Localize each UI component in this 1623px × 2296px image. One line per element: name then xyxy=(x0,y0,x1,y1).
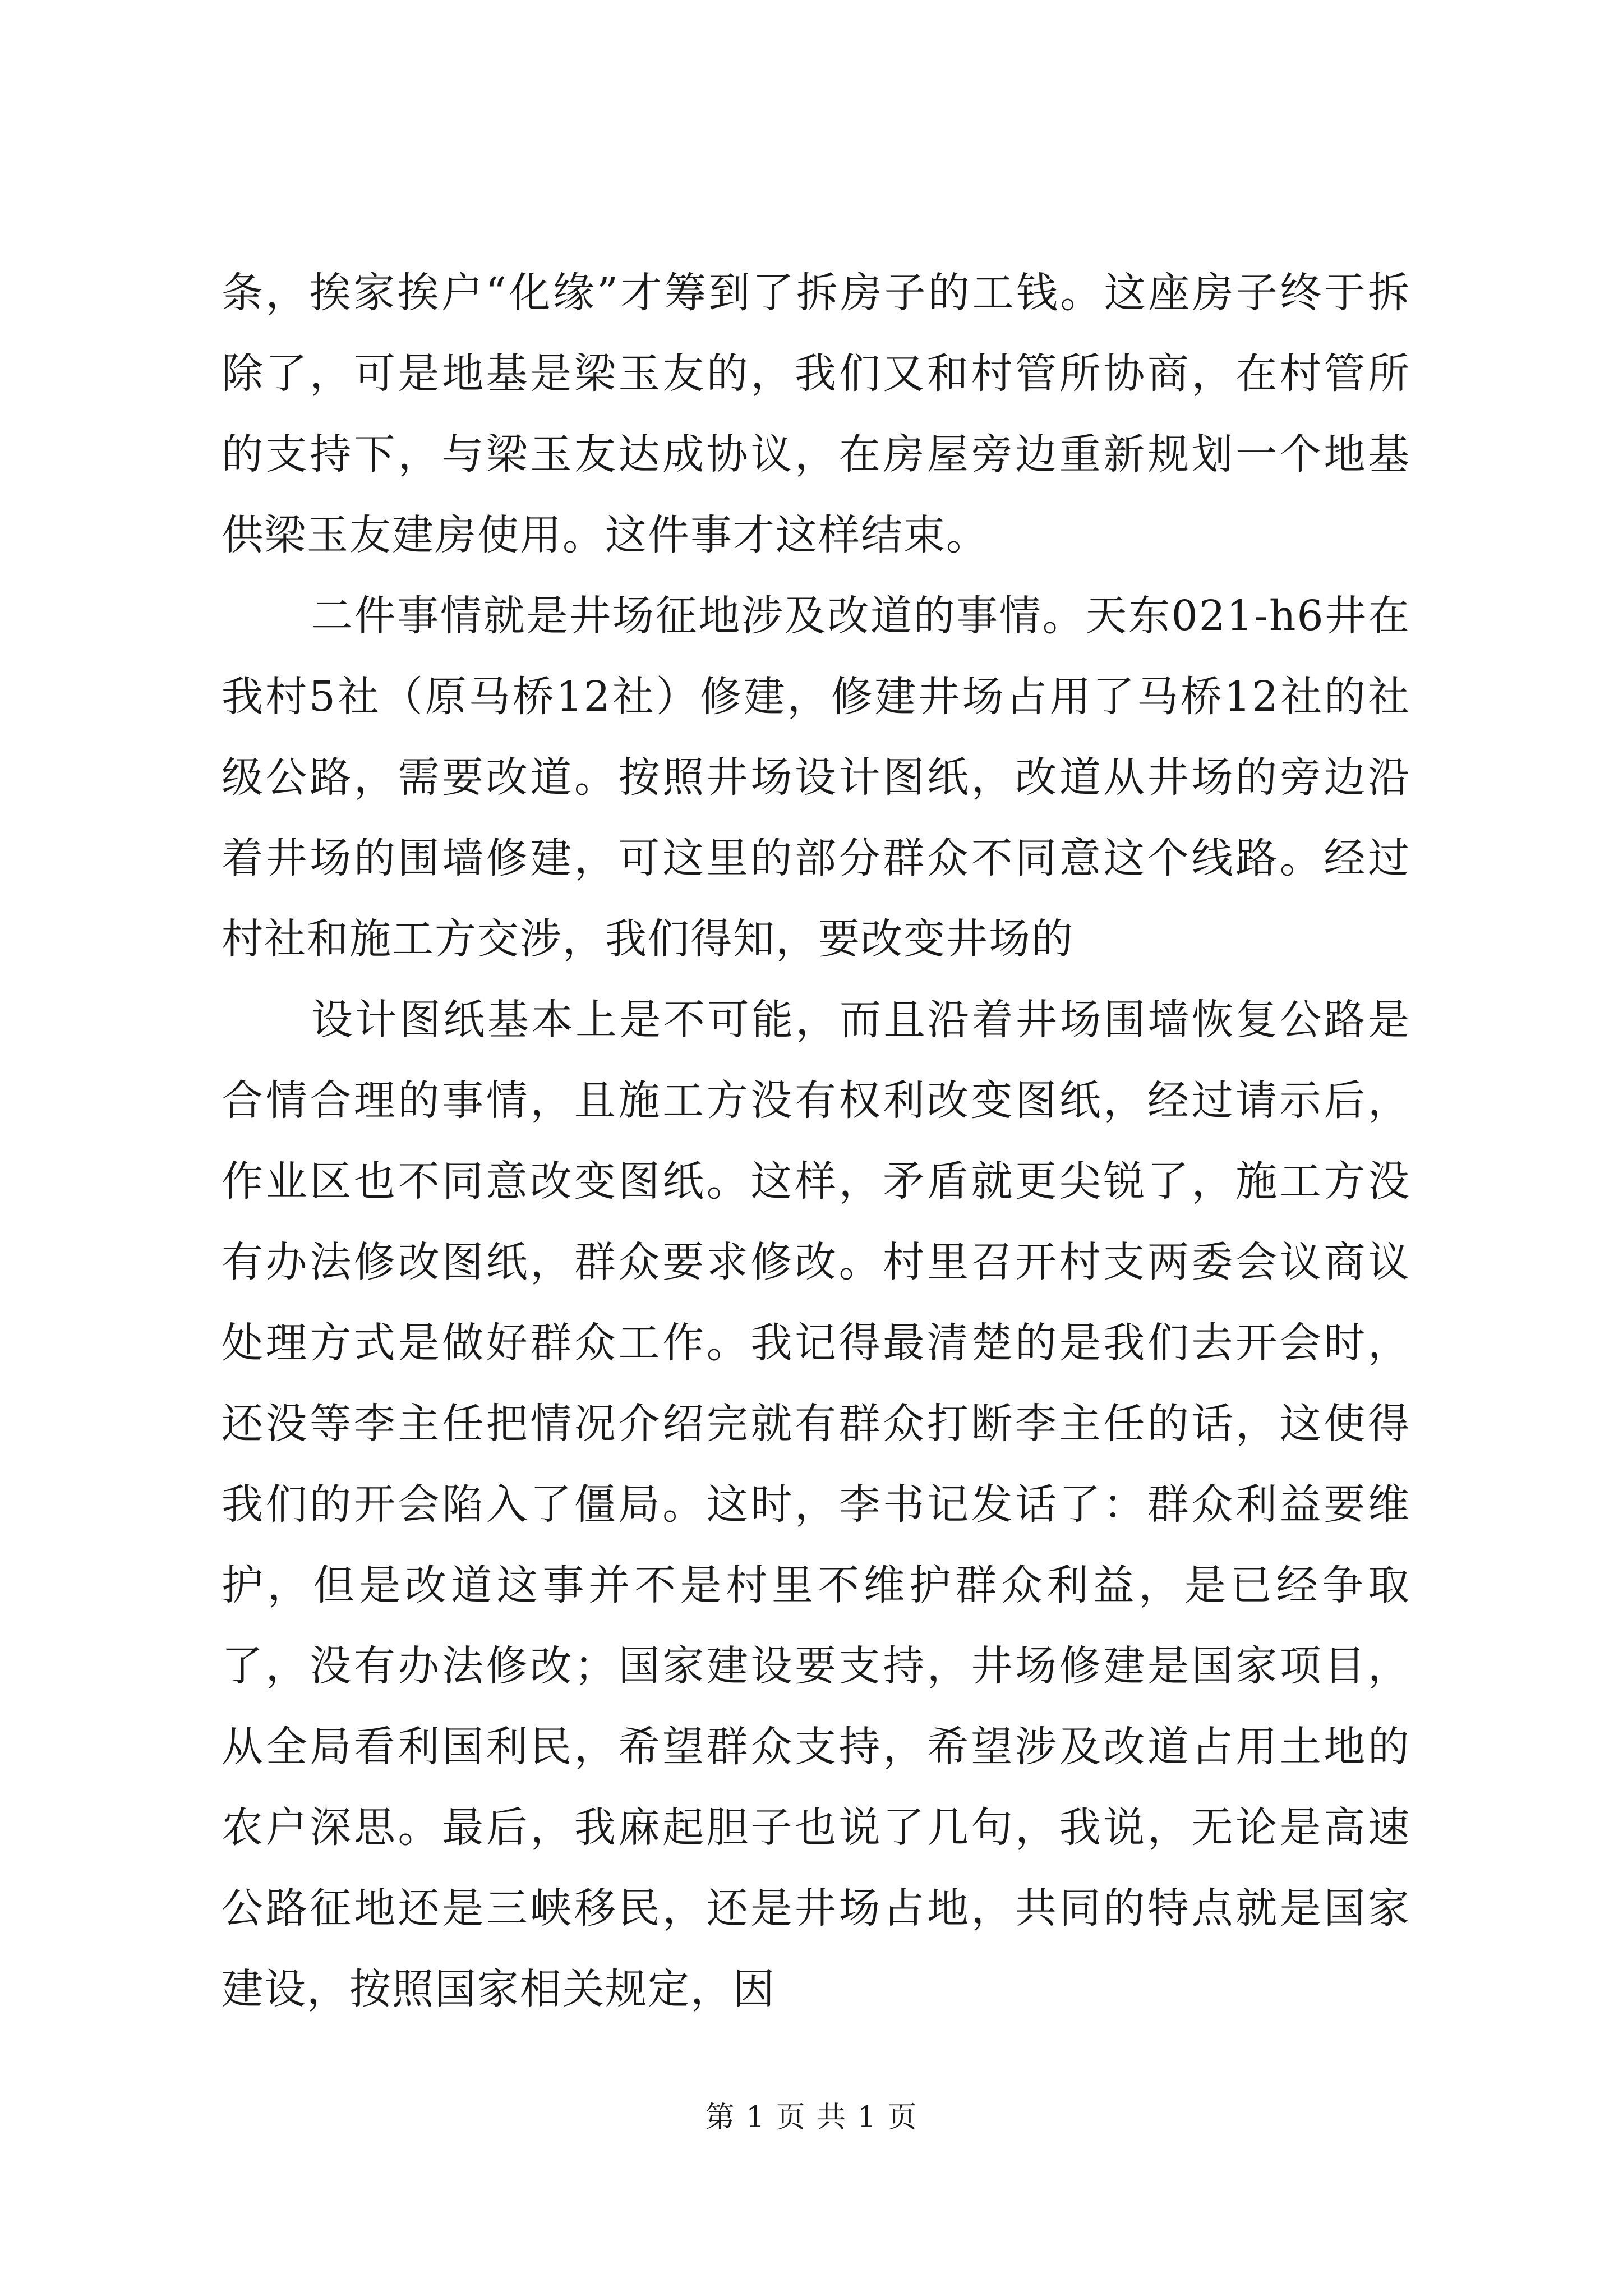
page-footer: 第 1 页 共 1 页 xyxy=(705,2101,918,2134)
paragraph-continuation: 条，挨家挨户“化缘”才筹到了拆房子的工钱。这座房子终于拆除了，可是地基是梁玉友的，我们又和村管所协商，在村管所的支持下，与梁玉友达成协议，在房屋旁边重新规划一个地基供梁玉友建房使用。这件事才这样结束。 xyxy=(222,269,1410,559)
paragraph-design-drawings: 设计图纸基本上是不可能，而且沿着井场围墙恢复公路是合情合理的事情，且施工方没有权利改变图纸，经过请示后，作业区也不同意改变图纸。这样，矛盾就更尖锐了，施工方没有办法修改图纸，群众要求修改。村里召开村支两委会议商议处理方式是做好群众工作。我记得最清楚的是我们去开会时，还没等李主任把情况介绍完就有群众打断李主任的话，这使得我们的开会陷入了僵局。这时，李书记发话了：群众利益要维护，但是改道这事并不是村里不维护群众利益，是已经争取了，没有办法修改；国家建设要支持，井场修建是国家项目，从全局看利国利民，希望群众支持，希望涉及改道占用土地的农户深思。最后，我麻起胆子也说了几句，我说，无论是高速公路征地还是三峡移民，还是井场占地，共同的特点就是国家建设，按照国家相关规定，因 xyxy=(222,996,1410,2013)
paragraph-second-matter: 二件事情就是井场征地涉及改道的事情。天东021-h6井在我村5社（原马桥12社）修建，修建井场占用了马桥12社的社级公路，需要改道。按照井场设计图纸，改道从井场的旁边沿着井场的围墙修建，可这里的部分群众不同意这个线路。经过村社和施工方交涉，我们得知，要改变井场的 xyxy=(222,592,1410,963)
document-body xyxy=(222,252,1410,2030)
